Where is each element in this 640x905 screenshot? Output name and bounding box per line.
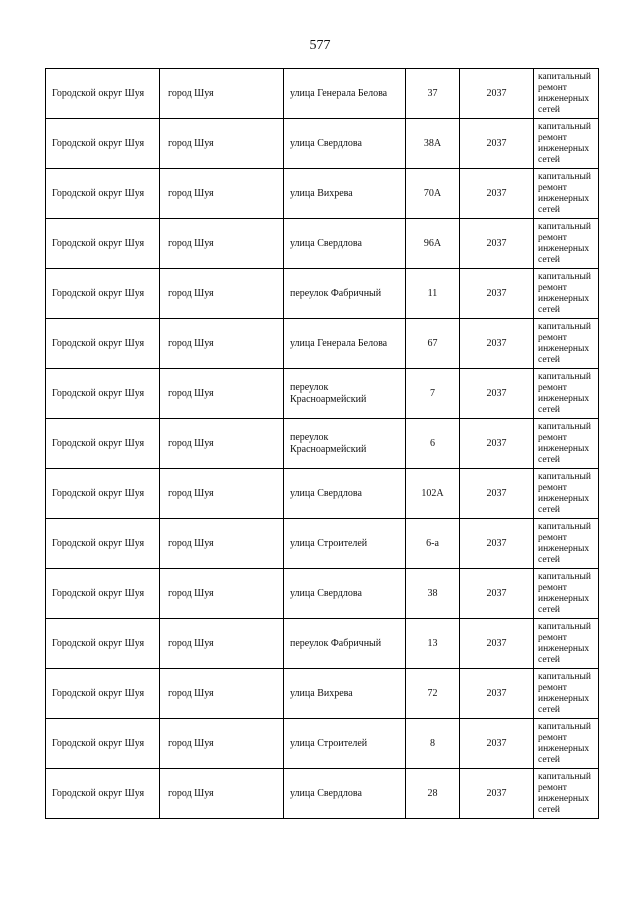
- street-cell: улица Вихрева: [284, 169, 406, 219]
- repair-year-cell: 2037: [460, 269, 534, 319]
- repair-year-cell: 2037: [460, 519, 534, 569]
- repair-year-cell: 2037: [460, 769, 534, 819]
- table-row: [46, 469, 599, 519]
- city-cell: город Шуя: [160, 519, 284, 569]
- table-row: [46, 569, 599, 619]
- work-type-cell: капитальный ремонт инженерных сетей: [534, 119, 599, 169]
- table-row: [46, 619, 599, 669]
- city-cell: город Шуя: [160, 769, 284, 819]
- city-cell: город Шуя: [160, 119, 284, 169]
- house-number-cell: 8: [406, 719, 460, 769]
- house-number-cell: 38: [406, 569, 460, 619]
- work-type-cell: капитальный ремонт инженерных сетей: [534, 519, 599, 569]
- table-row: [46, 119, 599, 169]
- work-type-cell: капитальный ремонт инженерных сетей: [534, 569, 599, 619]
- house-number-cell: 70А: [406, 169, 460, 219]
- repair-year-cell: 2037: [460, 719, 534, 769]
- table-row: [46, 319, 599, 369]
- repair-year-cell: 2037: [460, 619, 534, 669]
- table-row: [46, 719, 599, 769]
- municipal-district-cell: Городской округ Шуя: [46, 669, 160, 719]
- street-cell: переулок Фабричный: [284, 269, 406, 319]
- house-number-cell: 37: [406, 69, 460, 119]
- street-cell: улица Свердлова: [284, 769, 406, 819]
- municipal-district-cell: Городской округ Шуя: [46, 369, 160, 419]
- work-type-cell: капитальный ремонт инженерных сетей: [534, 419, 599, 469]
- municipal-district-cell: Городской округ Шуя: [46, 419, 160, 469]
- municipal-district-cell: Городской округ Шуя: [46, 469, 160, 519]
- street-cell: переулок Красноармейский: [284, 419, 406, 469]
- city-cell: город Шуя: [160, 669, 284, 719]
- municipal-district-cell: Городской округ Шуя: [46, 119, 160, 169]
- city-cell: город Шуя: [160, 369, 284, 419]
- work-type-cell: капитальный ремонт инженерных сетей: [534, 669, 599, 719]
- page-number: 577: [309, 38, 331, 53]
- table-row: [46, 269, 599, 319]
- work-type-cell: капитальный ремонт инженерных сетей: [534, 69, 599, 119]
- city-cell: город Шуя: [160, 719, 284, 769]
- table-row: [46, 169, 599, 219]
- house-number-cell: 6-а: [406, 519, 460, 569]
- house-number-cell: 96А: [406, 219, 460, 269]
- city-cell: город Шуя: [160, 619, 284, 669]
- table-row: [46, 669, 599, 719]
- table-row: [46, 419, 599, 469]
- street-cell: улица Свердлова: [284, 119, 406, 169]
- work-type-cell: капитальный ремонт инженерных сетей: [534, 769, 599, 819]
- table-row: [46, 219, 599, 269]
- housing-repair-table: [45, 68, 599, 819]
- work-type-cell: капитальный ремонт инженерных сетей: [534, 169, 599, 219]
- street-cell: улица Строителей: [284, 519, 406, 569]
- street-cell: улица Генерала Белова: [284, 69, 406, 119]
- table-row: [46, 69, 599, 119]
- city-cell: город Шуя: [160, 569, 284, 619]
- work-type-cell: капитальный ремонт инженерных сетей: [534, 469, 599, 519]
- city-cell: город Шуя: [160, 319, 284, 369]
- repair-year-cell: 2037: [460, 219, 534, 269]
- municipal-district-cell: Городской округ Шуя: [46, 169, 160, 219]
- work-type-cell: капитальный ремонт инженерных сетей: [534, 319, 599, 369]
- city-cell: город Шуя: [160, 219, 284, 269]
- repair-year-cell: 2037: [460, 169, 534, 219]
- street-cell: улица Свердлова: [284, 469, 406, 519]
- work-type-cell: капитальный ремонт инженерных сетей: [534, 619, 599, 669]
- house-number-cell: 102А: [406, 469, 460, 519]
- street-cell: улица Свердлова: [284, 569, 406, 619]
- house-number-cell: 67: [406, 319, 460, 369]
- repair-year-cell: 2037: [460, 119, 534, 169]
- street-cell: улица Вихрева: [284, 669, 406, 719]
- municipal-district-cell: Городской округ Шуя: [46, 69, 160, 119]
- municipal-district-cell: Городской округ Шуя: [46, 769, 160, 819]
- table-body: [46, 69, 599, 819]
- municipal-district-cell: Городской округ Шуя: [46, 619, 160, 669]
- street-cell: улица Генерала Белова: [284, 319, 406, 369]
- house-number-cell: 6: [406, 419, 460, 469]
- house-number-cell: 13: [406, 619, 460, 669]
- city-cell: город Шуя: [160, 169, 284, 219]
- table-row: [46, 369, 599, 419]
- repair-year-cell: 2037: [460, 469, 534, 519]
- work-type-cell: капитальный ремонт инженерных сетей: [534, 369, 599, 419]
- municipal-district-cell: Городской округ Шуя: [46, 519, 160, 569]
- house-number-cell: 38А: [406, 119, 460, 169]
- municipal-district-cell: Городской округ Шуя: [46, 219, 160, 269]
- house-number-cell: 11: [406, 269, 460, 319]
- house-number-cell: 72: [406, 669, 460, 719]
- street-cell: улица Свердлова: [284, 219, 406, 269]
- city-cell: город Шуя: [160, 269, 284, 319]
- repair-year-cell: 2037: [460, 669, 534, 719]
- work-type-cell: капитальный ремонт инженерных сетей: [534, 219, 599, 269]
- city-cell: город Шуя: [160, 69, 284, 119]
- house-number-cell: 7: [406, 369, 460, 419]
- street-cell: переулок Красноармейский: [284, 369, 406, 419]
- table-row: [46, 519, 599, 569]
- street-cell: переулок Фабричный: [284, 619, 406, 669]
- house-number-cell: 28: [406, 769, 460, 819]
- repair-year-cell: 2037: [460, 569, 534, 619]
- municipal-district-cell: Городской округ Шуя: [46, 719, 160, 769]
- work-type-cell: капитальный ремонт инженерных сетей: [534, 719, 599, 769]
- repair-year-cell: 2037: [460, 69, 534, 119]
- municipal-district-cell: Городской округ Шуя: [46, 569, 160, 619]
- street-cell: улица Строителей: [284, 719, 406, 769]
- city-cell: город Шуя: [160, 419, 284, 469]
- repair-year-cell: 2037: [460, 369, 534, 419]
- work-type-cell: капитальный ремонт инженерных сетей: [534, 269, 599, 319]
- municipal-district-cell: Городской округ Шуя: [46, 319, 160, 369]
- city-cell: город Шуя: [160, 469, 284, 519]
- repair-year-cell: 2037: [460, 319, 534, 369]
- municipal-district-cell: Городской округ Шуя: [46, 269, 160, 319]
- repair-year-cell: 2037: [460, 419, 534, 469]
- table-row: [46, 769, 599, 819]
